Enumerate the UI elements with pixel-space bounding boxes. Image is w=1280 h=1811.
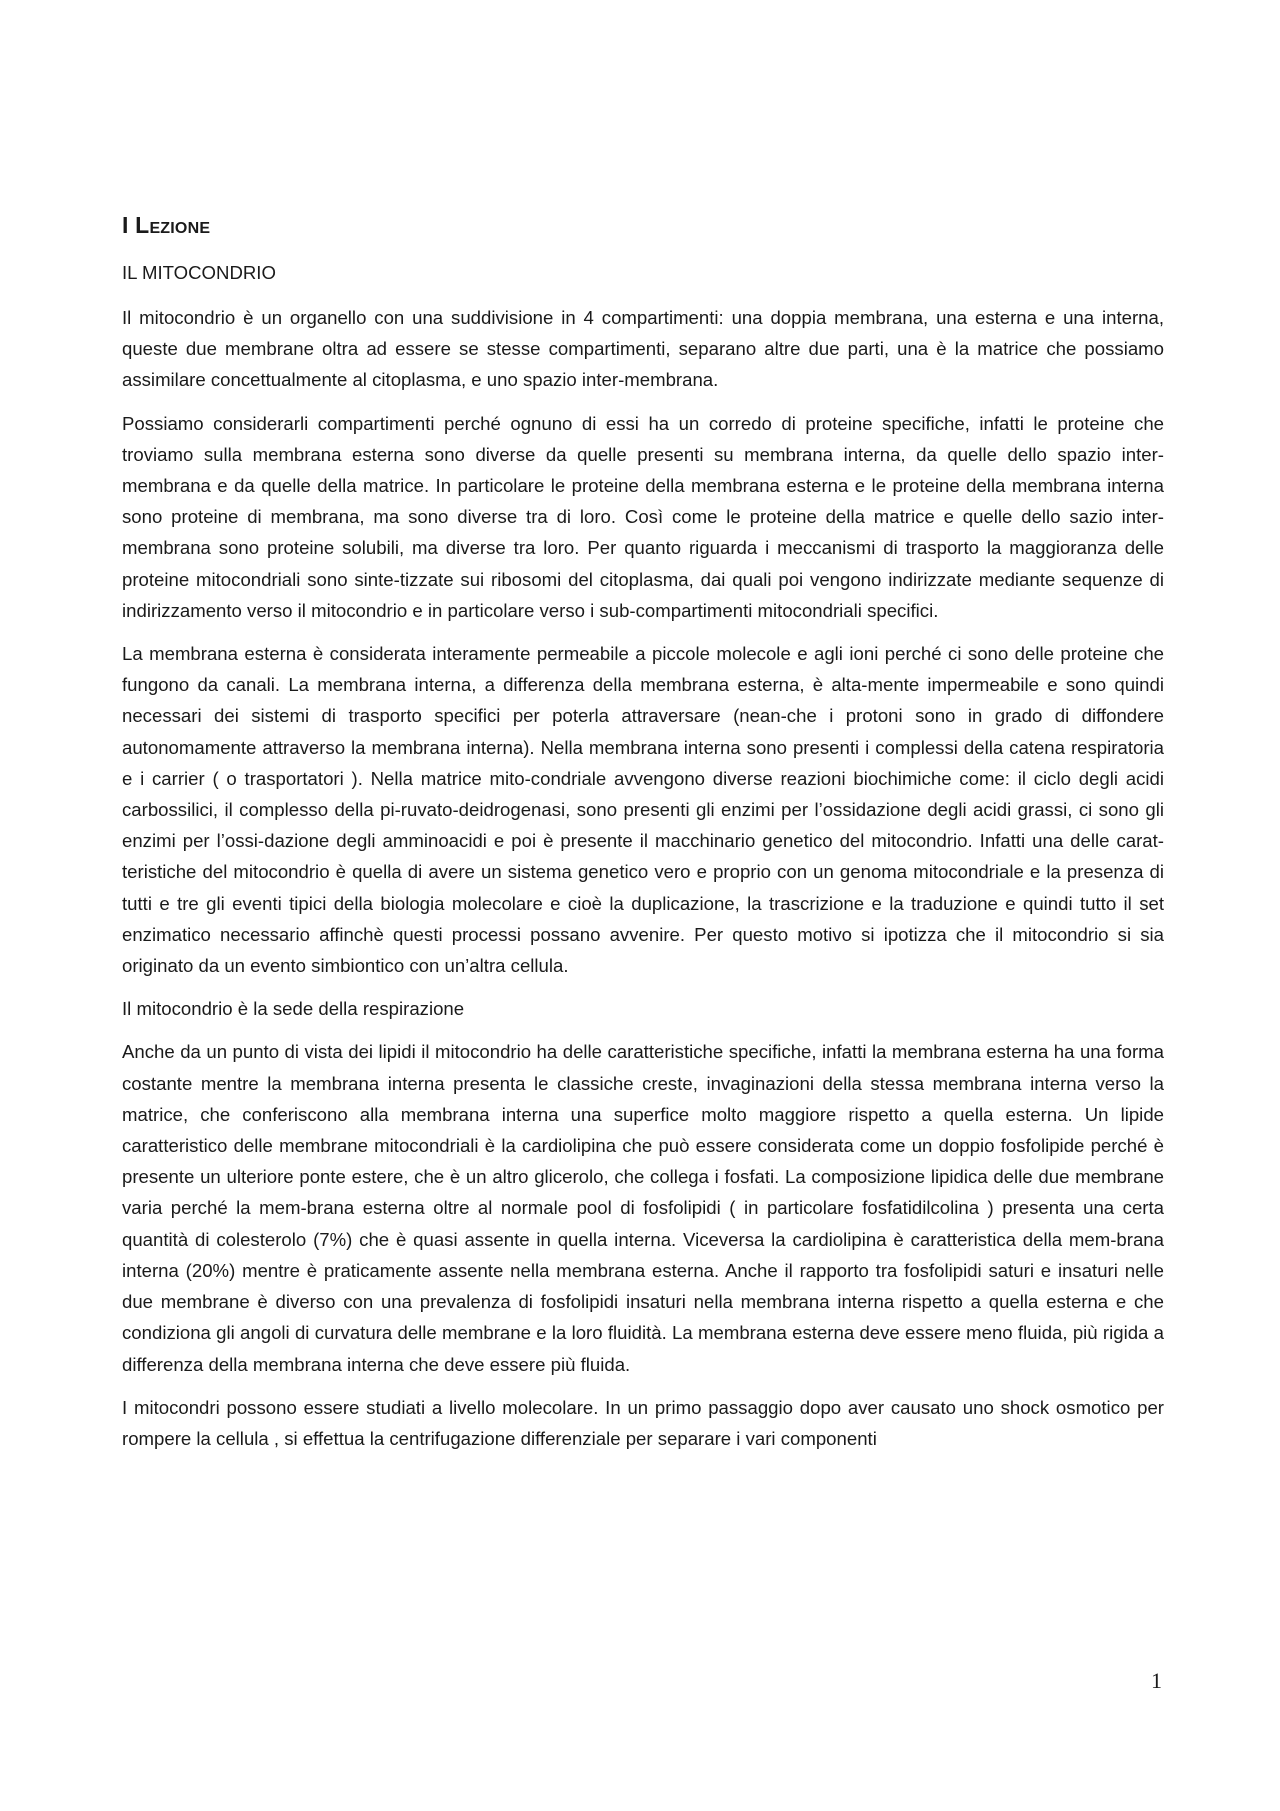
lesson-title-rest: ezione bbox=[149, 212, 211, 238]
lesson-title bbox=[122, 212, 1164, 239]
paragraph-1: Il mitocondrio è un organello con una suddivisione in 4 compartimenti: una doppia membrana, una esterna e una interna, queste due membrane oltra ad essere se stesse compartimenti, separano altre due parti, una è la matrice che possiamo assimilare concettualmente al citoplasma, e uno spazio inter-membrana. bbox=[122, 307, 1164, 391]
paragraph-5: Anche da un punto di vista dei lipidi il mitocondrio ha delle caratteristiche specifiche, infatti la membrana esterna ha una forma costante mentre la membrana interna presenta le classiche creste, invaginazioni della stessa membrana interna verso la matrice, che conferiscono alla membrana interna una superfice molto maggiore rispetto a quella esterna. Un lipide caratteristico delle membrane mitocondriali è la cardiolipina che può essere considerata come un doppio fosfolipide perché è presente un ulteriore ponte estere, che è un altro glicerolo, che collega i fosfati. La composizione lipidica delle due membrane varia perché la mem-brana esterna oltre al normale pool di fosfolipidi ( in particolare fosfatidilcolina ) presenta una certa quantità di colesterolo (7%) che è quasi assente in quella interna. Viceversa la cardiolipina è caratteristica della mem-brana interna (20%) mentre è praticamente assente nella membrana esterna. Anche il rapporto tra fosfolipidi saturi e insaturi nelle due membrane è diverso con una prevalenza di fosfolipidi insaturi nella membrana interna rispetto a quella esterna e che condiziona gli angoli di curvatura delle membrane e la loro fluidità. La membrana esterna deve essere meno fluida, più rigida a differenza della membrana interna che deve essere più fluida. bbox=[122, 1041, 1164, 1375]
paragraph-2: Possiamo considerarli compartimenti perché ognuno di essi ha un corredo di proteine specifiche, infatti le proteine che troviamo sulla membrana esterna sono diverse da quelle presenti su membrana interna, da quelle dello spazio inter-membrana e da quelle della matrice. In particolare le proteine della membrana esterna e le proteine della membrana interna sono proteine di membrana, ma sono diverse tra di loro. Così come le proteine della matrice e quelle dello sazio inter-membrana sono proteine solubili, ma diverse tra loro. Per quanto riguarda i meccanismi di trasporto la maggioranza delle proteine mitocondriali sono sinte-tizzate sui ribosomi del citoplasma, dai quali poi vengono indirizzate mediante sequenze di indirizzamento verso il mitocondrio e in particolare verso i sub-compartimenti mitocondriali specifici. bbox=[122, 412, 1164, 621]
paragraph-3: La membrana esterna è considerata interamente permeabile a piccole molecole e agli ioni perché ci sono delle proteine che fungono da canali. La membrana interna, a differenza della membrana esterna, è alta-mente impermeabile e sono quindi necessari dei sistemi di trasporto specifici per poterla attraversare (nean-che i protoni sono in grado di diffondere autonomamente attraverso la membrana interna). Nella membrana interna sono presenti i complessi della catena respiratoria e i carrier ( o trasportatori ). Nella matrice mito-condriale avvengono diverse reazioni biochimiche come: il ciclo degli acidi carbossilici, il complesso della pi-ruvato-deidrogenasi, sono presenti gli enzimi per l’ossidazione degli acidi grassi, ci sono gli enzimi per l’ossi-dazione degli amminoacidi e poi è presente il macchinario genetico del mitocondrio. Infatti una delle carat-teristiche del mitocondrio è quella di avere un sistema genetico vero e proprio con un genoma mitocondriale e la presenza di tutti e tre gli eventi tipici della biologia molecolare e cioè la duplicazione, la trascrizione e la traduzione e quindi tutto il set enzimatico necessario affinchè questi processi possano avvenire. Per questo motivo si ipotizza che il mitocondrio si sia originato da un evento simbiontico con un’altra cellula. bbox=[122, 643, 1164, 977]
paragraph-4: Il mitocondrio è la sede della respirazione bbox=[122, 998, 465, 1020]
lesson-title-initial: I L bbox=[122, 212, 150, 238]
page-content bbox=[122, 212, 1164, 1466]
page-number: 1 bbox=[1151, 1668, 1162, 1693]
paragraph-6: I mitocondri possono essere studiati a livello molecolare. In un primo passaggio dopo aver causato uno shock osmotico per rompere la cellula , si effettua la centrifugazione differenziale per separare i vari componenti bbox=[122, 1396, 1164, 1449]
section-title: IL MITOCONDRIO bbox=[122, 262, 276, 283]
